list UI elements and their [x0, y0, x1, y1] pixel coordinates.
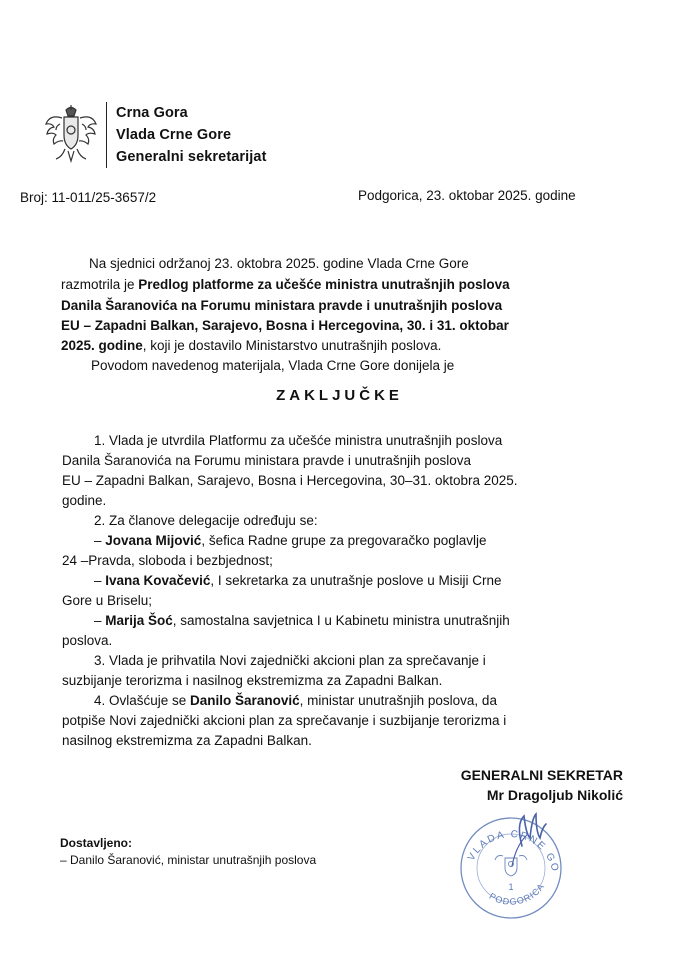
delegate-1-line-1: – Jovana Mijović, šefica Radne grupe za pregovaračko poglavlje: [94, 533, 487, 548]
document-date: Podgorica, 23. oktobar 2025. godine: [358, 188, 576, 203]
header-secretariat: Generalni sekretarijat: [116, 149, 267, 165]
item-3-line-1: 3. Vlada je prihvatila Novi zajednički akcioni plan za sprečavanje i: [94, 653, 486, 668]
intro-line-5: 2025. godine, koji je dostavilo Ministarstvo unutrašnjih poslova.: [61, 338, 442, 353]
item-4-line-2: potpiše Novi zajednički akcioni plan za sprečavanje i suzbijanje terorizma i: [62, 713, 507, 728]
intro-line-2: razmotrila je Predlog platforme za učešće ministra unutrašnjih poslova: [61, 277, 510, 292]
header-government: Vlada Crne Gore: [116, 127, 232, 143]
item-2-line-1: 2. Za članove delegacije određuju se:: [94, 513, 318, 528]
item-1-line-1: 1. Vlada je utvrdila Platformu za učešće ministra unutrašnjih poslova: [94, 433, 503, 448]
stamp-number: 1: [508, 882, 514, 892]
intro-line-1: Na sjednici održanoj 23. oktobra 2025. godine Vlada Crne Gore: [89, 256, 469, 271]
official-stamp: [452, 806, 570, 924]
intro-line-6: Povodom navedenog materijala, Vlada Crne Gore donijela je: [91, 358, 455, 373]
distribution-block: [60, 835, 316, 869]
delegate-2-line-1: – Ivana Kovačević, I sekretarka za unutrašnje poslove u Misiji Crne: [94, 573, 502, 588]
stamp-emblem-icon: [495, 856, 527, 877]
signatory-role: GENERALNI SEKRETAR: [460, 767, 623, 783]
stamp-arc-text: VLADA CRNE GO: [465, 828, 561, 875]
item-1-line-3: EU – Zapadni Balkan, Sarajevo, Bosna i Hercegovina, 30–31. oktobra 2025.: [62, 473, 518, 488]
delegate-2-line-2: Gore u Briselu;: [62, 593, 153, 608]
delegate-3-line-1: – Marija Šoć, samostalna savjetnica I u Kabinetu ministra unutrašnjih: [94, 613, 510, 628]
distribution-item: – Danilo Šaranović, ministar unutrašnjih poslova: [60, 853, 317, 867]
conclusions-title: ZAKLJUČKE: [276, 387, 403, 404]
coat-of-arms-icon: [42, 104, 100, 168]
stamp-city: PODGORICA: [487, 881, 547, 907]
intro-line-4: EU – Zapadni Balkan, Sarajevo, Bosna i Hercegovina, 30. i 31. oktobar: [61, 318, 509, 333]
intro-line-3: Danila Šaranovića na Forumu ministara pravde i unutrašnjih poslova: [61, 298, 503, 313]
delegate-3-line-2: poslova.: [62, 633, 113, 648]
reference-number: Broj: 11-011/25-3657/2: [20, 190, 157, 205]
item-1-line-4: godine.: [62, 493, 107, 508]
signature-block: [461, 765, 623, 805]
delegate-1-line-2: 24 –Pravda, sloboda i bezbjednost;: [62, 553, 273, 568]
header-block: [106, 102, 267, 168]
item-3-line-2: suzbijanje terorizma i nasilnog ekstremizma za Zapadni Balkan.: [62, 673, 443, 688]
header-country: Crna Gora: [116, 105, 188, 121]
signatory-name: Mr Dragoljub Nikolić: [486, 787, 623, 803]
item-1-line-2: Danila Šaranovića na Forumu ministara pravde i unutrašnjih poslova: [62, 453, 471, 468]
item-4-line-1: 4. Ovlašćuje se Danilo Šaranović, ministar unutrašnjih poslova, da: [94, 693, 497, 708]
distribution-label: Dostavljeno:: [60, 836, 133, 850]
item-4-line-3: nasilnog ekstremizma za Zapadni Balkan.: [62, 733, 312, 748]
